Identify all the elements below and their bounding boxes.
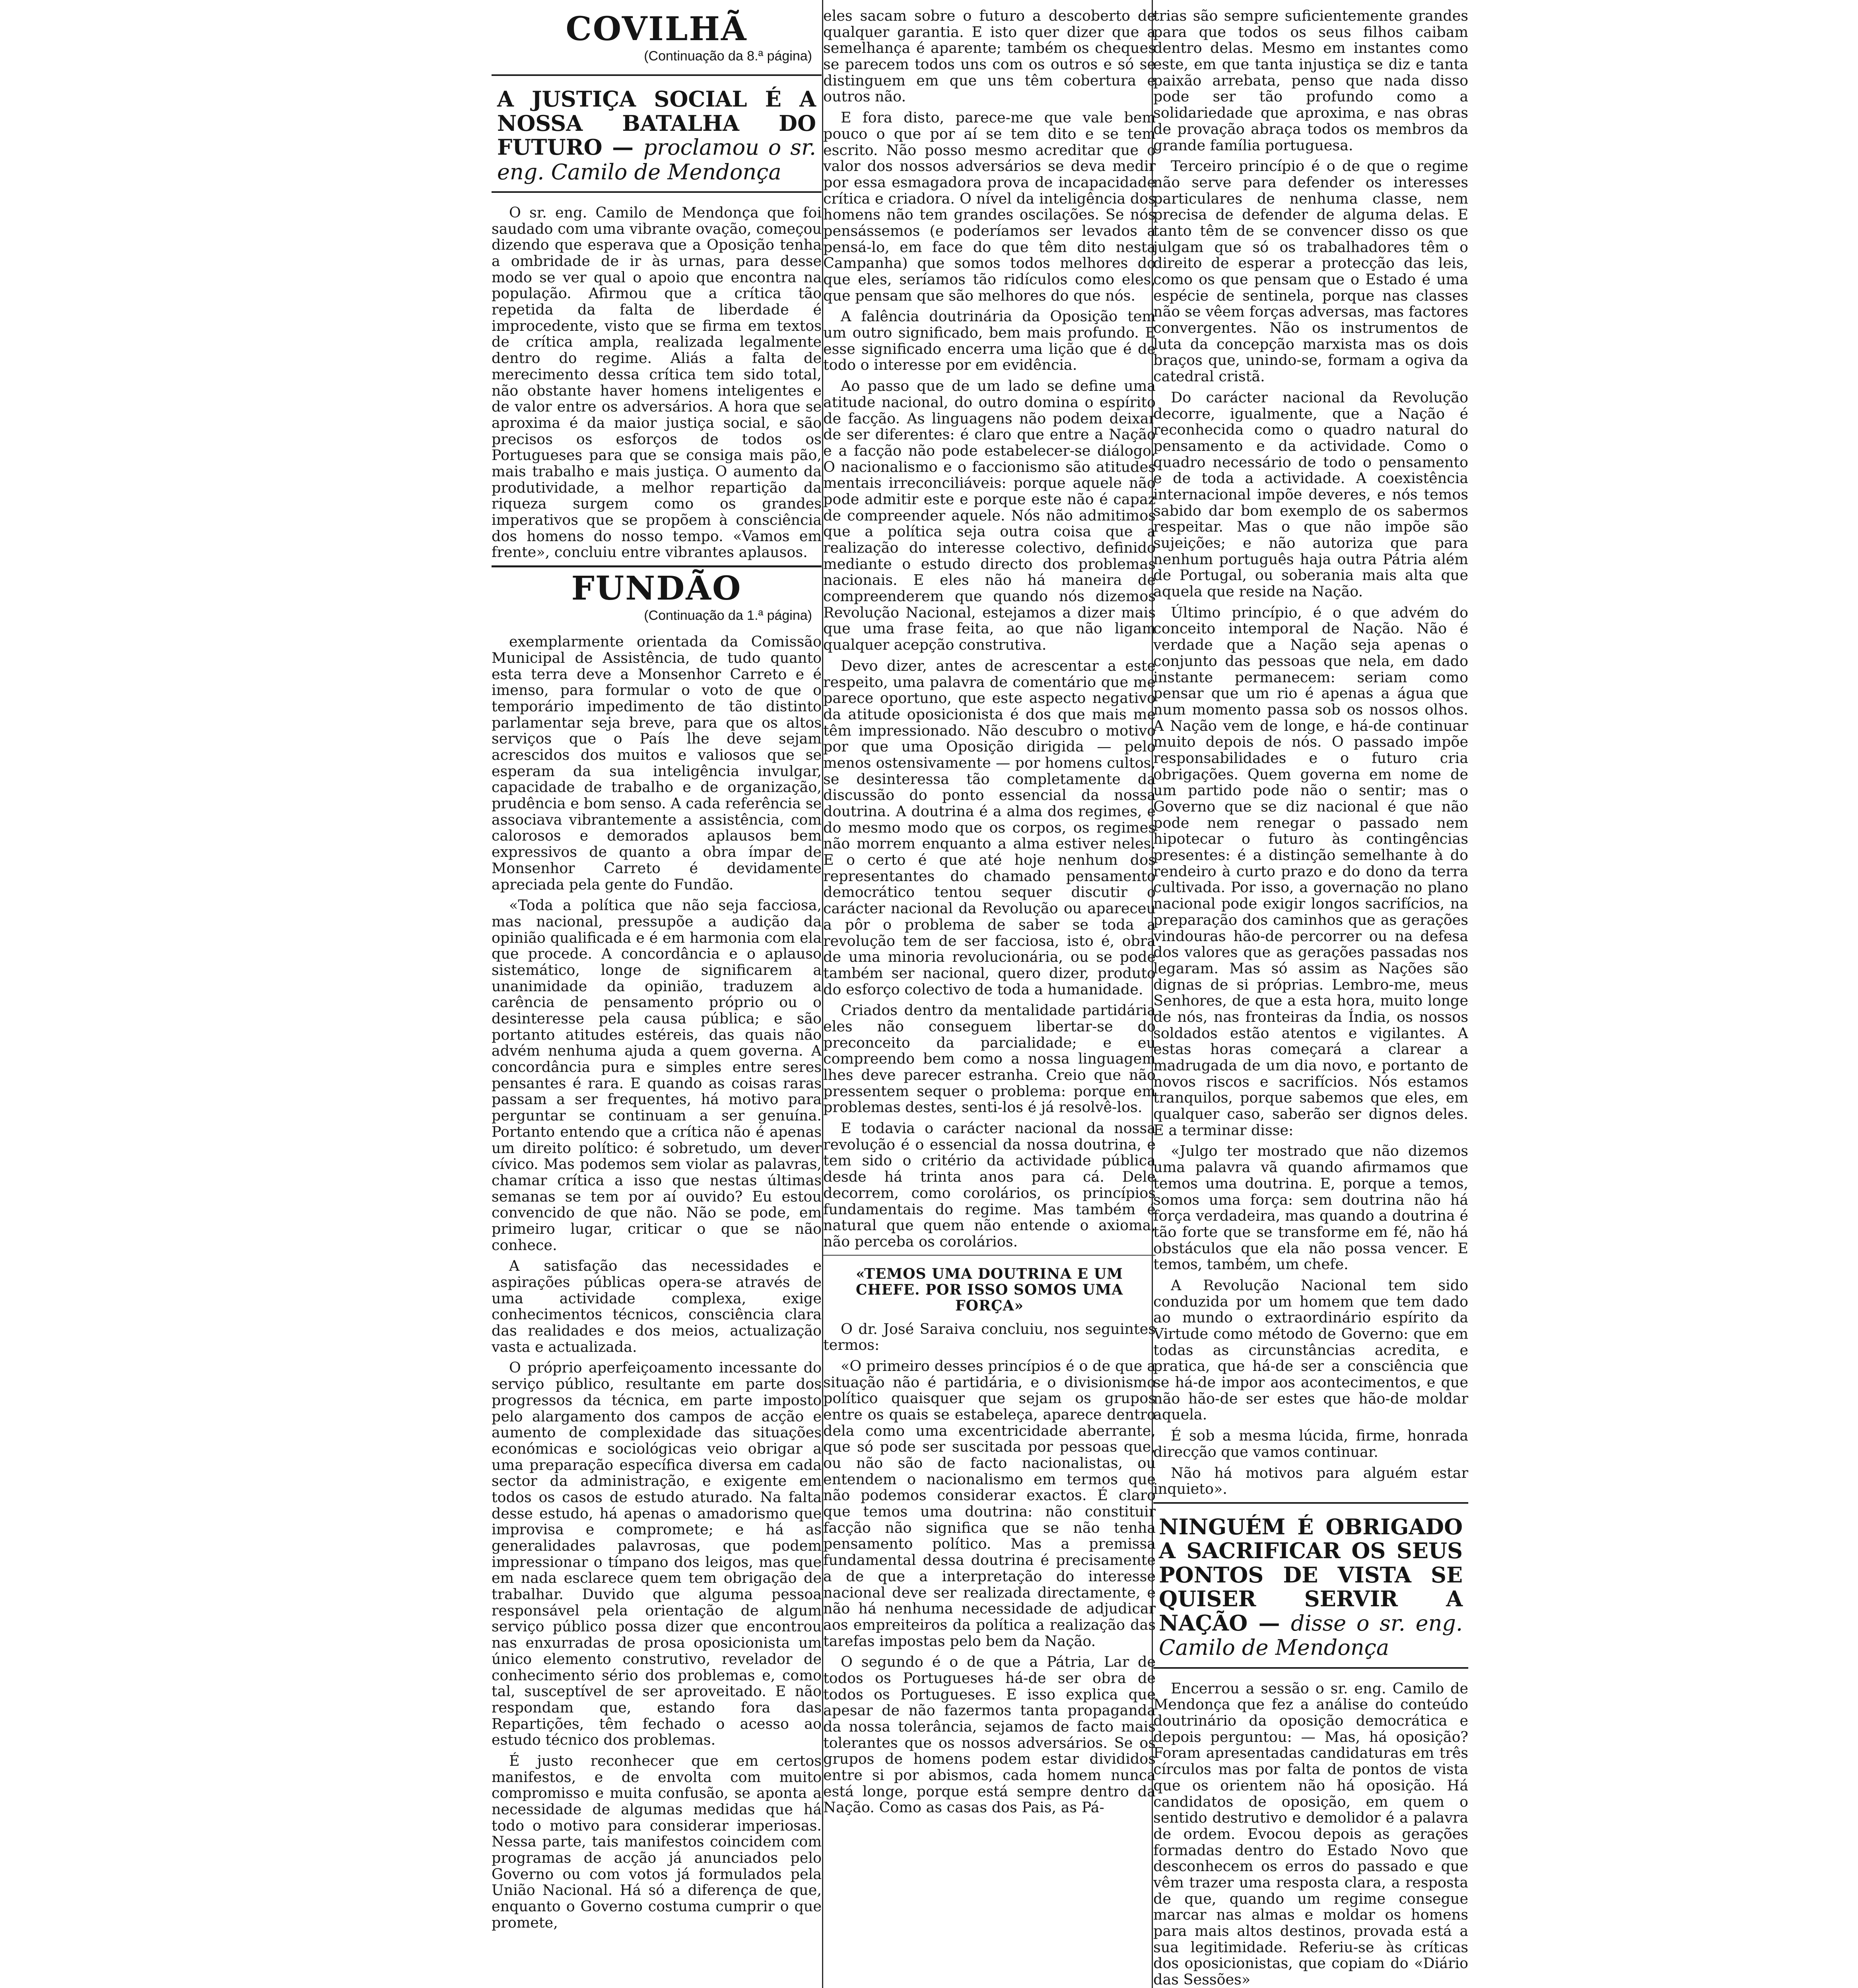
headline-box	[492, 74, 822, 193]
article-paragraph: Não há motivos para alguém estar inquieto».	[1153, 1464, 1468, 1498]
article-paragraph: Ao passo que de um lado se define uma atitude nacional, do outro domina o espírito de facção. As linguagens não podem deixar de ser diferentes: é claro que entre a Nação e a facção não pode estabelecer-se diálogo. O nacionalismo e o faccionismo são atitudes mentais irreconciliáveis: porque aquele não pode admitir este e porque este não é capaz de compreender aquele. Nós não admitimos que a política seja outra coisa que a realização do interesse colectivo, definido mediante o estudo directo dos problemas nacionais. E eles não há maneira de compreenderem que quando nós dizemos Revolução Nacional, estejamos a dizer mais que uma frase feita, ao que não ligam qualquer acepção construtiva.	[823, 377, 1156, 654]
article-paragraph: Terceiro princípio é o de que o regime não serve para defender os interesses particulares de nenhuma classe, nem precisa de defender de alguma delas. E tanto têm de se convencer disso os que julgam que só os trabalhadores têm o direito de esperar a protecção das leis, como os que pensam que o Estado é uma espécie de sentinela, porque nas classes não se vêem forças adversas, mas factores convergentes. Não os instrumentos de luta da concepção marxista mas os dois braços que, unindo-se, formam a ogiva da catedral cristã.	[1153, 157, 1468, 385]
article-paragraph: E todavia o carácter nacional da nossa revolução é o essencial da nossa doutrina, e tem sido o critério da actividade pública desde há trinta anos para cá. Dele decorrem, como corolários, os princípios fundamentais do regime. Mas também é natural que quem não entende o axioma, não perceba os corolários.	[823, 1120, 1156, 1250]
article-paragraph: «Julgo ter mostrado que não dizemos uma palavra vã quando afirmamos que temos uma doutrina. E, porque a temos, somos uma força: sem doutrina não há força verdadeira, mas quando a doutrina é tão forte que se transforme em fé, não há obstáculos que ela não possa vencer. E temos, também, um chefe.	[1153, 1142, 1468, 1273]
article-paragraph: A falência doutrinária da Oposição tem um outro significado, bem mais profundo. E esse significado encerra uma lição que é de todo o interesse por em evidência.	[823, 308, 1156, 374]
section-divider	[823, 1255, 1156, 1256]
article-paragraph: A satisfação das necessidades e aspirações públicas opera-se através de uma actividade complexa, exige conhecimentos técnicos, consciência clara das realidades e dos meios, actualização vasta e actualizada.	[492, 1257, 822, 1355]
article-paragraph: Devo dizer, antes de acrescentar a este respeito, uma palavra de comentário que me parece oportuno, que este aspecto negativo da atitude oposicionista é dos que mais me têm impressionado. Não descubro o motivo por que uma Oposição dirigida — pelo menos ostensivamente — por homens cultos, se desinteressa tão completamente da discussão do ponto essencial da nossa doutrina. A doutrina é a alma dos regimes, e do mesmo modo que os corpos, os regimes não morrem enquanto a alma estiver neles. E o certo é que até hoje nenhum dos representantes do chamado pensamento democrático tentou sequer discutir o carácter nacional da Revolução ou apareceu a pôr o problema de saber se toda a revolução tem de ser facciosa, isto é, obra de uma minoria revolucionária, ou se pode também ser nacional, quero dizer, produto do esforço colectivo de toda a humanidade.	[823, 657, 1156, 998]
article-paragraph: Encerrou a sessão o sr. eng. Camilo de Mendonça que fez a análise do conteúdo doutrinário da oposição democrática e depois perguntou: — Mas, há oposição? Foram apresentadas candidaturas em três círculos mas por falta de pontos de vista que os orientem não há oposição. Há candidatos de oposição, em quem o sentido destrutivo e demolidor é a palavra de ordem. Evocou depois as gerações formadas dentro do Estado Novo que desconhecem os erros do passado e que vêm trazer uma resposta clara, a resposta de que, quando um regime consegue marcar nas almas e moldar os homens para mais altos destinos, provada está a sua legitimidade. Referiu-se às críticas dos oposicionistas, que copiam do «Diário das Sessões»	[1153, 1679, 1468, 1988]
article-paragraph: É justo reconhecer que em certos manifestos, e de envolta com muito compromisso e muita confusão, se aponta a necessidade de algumas medidas que há todo o motivo para considerar imperiosas. Nessa parte, tais manifestos coincidem com programas de acção já anunciados pelo Governo ou com votos já formulados pela União Nacional. Há só a diferença de que, enquanto o Governo costuma cumprir o que promete,	[492, 1752, 822, 1931]
section-masthead-fundao: FUNDÃO	[571, 569, 742, 608]
article-paragraph: O sr. eng. Camilo de Mendonça que foi saudado com uma vibrante ovação, começou dizendo que esperava que a Oposição tenha a ombridade de ir às urnas, para desse modo se ver qual o apoio que encontra na população. Afirmou que a crítica tão repetida da falta de liberdade é improcedente, visto que se firma em textos de crítica ampla, realizada legalmente dentro do regime. Aliás a falta de merecimento dessa crítica tem sido total, não obstante haver homens inteligentes e de valor entre os adversários. A hora que se aproxima é da maior justiça social, e são precisos os esforços de todos os Portugueses para que se consiga mais pão, mais trabalho e mais justiça. O aumento da produtividade, a melhor repartição da riqueza surgem como os grandes imperativos que se propõem à consciência dos homens do nosso tempo. «Vamos em frente», concluiu entre vibrantes aplausos.	[492, 204, 822, 561]
article-paragraph: Do carácter nacional da Revolução decorre, igualmente, que a Nação é reconhecida como o quadro natural do pensamento e da actividade. Como o quadro necessário de todo o pensamento e de toda a actividade. A coexistência internacional impõe deveres, e nós temos sabido dar bom exemplo de os sabermos respeitar. Mas o que não impõe são sujeições; e não autoriza que para nenhum português haja outra Pátria além de Portugal, ou soberania mais alta que aquela que reside na Nação.	[1153, 388, 1468, 600]
continuation-note: (Continuação da 1.ª página)	[644, 608, 812, 623]
column-3	[1153, 8, 1468, 1988]
headline	[497, 87, 816, 184]
article-paragraph: eles sacam sobre o futuro a descoberto de qualquer garantia. E isto quer dizer que a semelhança é aparente; também os cheques se parecem todos uns com os outros e só se distinguem em que uns têm cobertura e outros não.	[823, 8, 1156, 105]
headline-box	[1153, 1502, 1468, 1669]
article-paragraph: «O primeiro desses princípios é o de que a situação não é partidária, e o divisionismo político quaisquer que sejam os grupos entre os quais se estabeleça, aparece dentro dela como uma excentricidade aberrante, que só pode ser suscitada por pessoas que, ou não são de facto nacionalistas, ou entendem o nacionalismo em termos que não podemos considerar exactos. É claro que temos uma doutrina: não constituir facção não significa que se não tenha pensamento político. Mas a premissa fundamental dessa doutrina é precisamente a de que a interpretação do interesse nacional deve ser realizada directamente, e não há nenhuma necessidade de adjudicar aos empreiteiros da política a realização das tarefas impostas pelo bem da Nação.	[823, 1357, 1156, 1650]
article-paragraph: É sob a mesma lúcida, firme, honrada direcção que vamos continuar.	[1153, 1427, 1468, 1460]
headline-attribution: disse o sr. eng. Camilo de Mendonça	[1159, 1610, 1463, 1660]
article-paragraph: trias são sempre suficientemente grandes para que todos os seus filhos caibam dentro delas. Mesmo em instantes como este, em que tanta injustiça se diz e tanta paixão arrebata, penso que nada disso pode ser tão profundo como a solidariedade que aproxima, e nas obras de provação abraça todos os membros da grande família portuguesa.	[1153, 8, 1468, 154]
article-paragraph: E fora disto, parece-me que vale bem pouco o que por aí se tem dito e se tem escrito. Não posso mesmo acreditar que o valor dos nossos adversários se deva medir por essa esmagadora prova de incapacidade crítica e criadora. O nível da inteligência dos homens não tem grandes oscilações. Se nós pensássemos (e poderíamos ser levados a pensá-lo, em face do que têm dito nesta Campanha) que somos todos melhores do que eles, seríamos tão ridículos como eles, que pensam que são melhores do que nós.	[823, 109, 1156, 304]
continuation-note: (Continuação da 8.ª página)	[644, 49, 812, 64]
headline-text: A JUSTIÇA SOCIAL É A NOSSA BATALHA DO FUTURO —	[497, 86, 816, 160]
section-masthead-covilha: COVILHÃ	[566, 10, 748, 48]
article-paragraph: O próprio aperfeiçoamento incessante do serviço público, resultante em parte dos progressos da técnica, em parte imposto pelo alargamento dos campos de acção e aumento de complexidade das situações económicas e sociológicas veio obrigar a uma preparação específica diversa em cada sector da administração, e exigente em todos os casos de estudo aturado. Na falta desse estudo, há apenas o amadorismo que improvisa e compromete; e há as generalidades palavrosas, que podem impressionar o tímpano dos leigos, mas que em nada esclarece quem tem obrigação de trabalhar. Duvido que alguma pessoa responsável pela orientação de algum serviço público possa dizer que encontrou nas enxurradas de prosa oposicionista um único elemento construtivo, revelador de conhecimento sério dos problemas e, como tal, susceptível de ser aproveitado. E não respondam que, estando fora das Repartições, têm fechado o acesso ao estudo técnico dos problemas.	[492, 1359, 822, 1749]
article-paragraph: «Toda a política que não seja facciosa, mas nacional, pressupõe a audição da opinião qualificada e é em harmonia com ela que procede. A concordância e o aplauso sistemático, longe de significarem a unanimidade da opinião, traduzem a carência de pensamento próprio ou o desinteresse pela causa pública; e são portanto atitudes estéreis, das quais não advém nenhuma ajuda a quem governa. A concordância pura e simples entre seres pensantes é rara. E quando as coisas raras passam a ser frequentes, há motivo para perguntar se continuam a ser genuína. Portanto entendo que a crítica não é apenas um direito político: é sobretudo, um dever cívico. Mas podemos sem violar as palavras, chamar crítica a isso que nestas últimas semanas se tem por aí ouvido? Eu estou convencido de que não. Não se pode, em primeiro lugar, criticar o que se não conhece.	[492, 897, 822, 1254]
article-paragraph: O segundo é o de que a Pátria, Lar de todos os Portugueses há-de ser obra de todos os Portugueses. E isso explica que apesar de não fazermos tanta propaganda da nossa tolerância, sejamos de facto mais tolerantes que os nossos adversários. Se os grupos de homens podem estar divididos entre si por abismos, cada homem nunca está longe, porque está sempre dentro da Nação. Como as casas dos Pais, as Pá-	[823, 1653, 1156, 1816]
article-paragraph: Criados dentro da mentalidade partidária eles não conseguem libertar-se do preconceito da parcialidade; e eu compreendo bem como a nossa linguagem lhes deve parecer estranha. Creio que não pressentem sequer o problema: porque em problemas destes, senti-los é já resolvê-los.	[823, 1002, 1156, 1116]
article-paragraph: Último princípio, é o que advém do conceito intemporal de Nação. Não é verdade que a Nação seja apenas o conjunto das pessoas que nela, em dado instante permanecem: seriam como pensar que um rio é apenas a água que num momento passa sob os nossos olhos. A Nação vem de longe, e há-de continuar muito depois de nós. O passado impõe responsabilidades e o futuro cria obrigações. Quem governa em nome de um partido pode não o sentir; mas o Governo que se diz nacional é que não pode nem renegar o passado nem hipotecar o futuro às contingências presentes: é a distinção semelhante à do rendeiro à curto prazo e do dono da terra cultivada. Por isso, a governação no plano nacional pode exigir longos sacrifícios, na preparação dos caminhos que as gerações vindouras hão-de percorrer ou na defesa dos valores que as gerações passadas nos legaram. Mas só assim as Nações são dignas de si próprias. Lembro-me, meus Senhores, de que a esta hora, muito longe de nós, nas fronteiras da Índia, os nossos soldados estão atentos e vigilantes. A estas horas começará a clarear a madrugada de um dia novo, e portanto de novos riscos e sacrifícios. Nós estamos tranquilos, porque sabemos que eles, em qualquer caso, saberão ser dignos deles. E a terminar disse:	[1153, 604, 1468, 1139]
column-2	[823, 8, 1156, 1988]
article-paragraph: A Revolução Nacional tem sido conduzida por um homem que tem dado ao mundo o extraordinário espírito da Virtude como método de Governo: que em todas as circunstâncias acredita, e pratica, que há-de ser a consciência que se há-de impor aos acontecimentos, e que não hão-de ser estes que hão-de moldar aquela.	[1153, 1276, 1468, 1423]
section-divider	[492, 565, 822, 567]
headline-text: NINGUÉM É OBRIGADO A SACRIFICAR OS SEUS PONTOS DE VISTA SE QUISER SERVIR A NAÇÃO —	[1159, 1514, 1463, 1636]
headline	[1159, 1515, 1463, 1660]
headline-attribution: proclamou o sr. eng. Camilo de Mendonça	[497, 135, 816, 184]
article-paragraph: exemplarmente orientada da Comissão Municipal de Assistência, de tudo quanto esta terra deve a Monsenhor Carreto e é imenso, para formular o voto de que o temporário impedimento de tão distinto parlamentar seja breve, para que os altos serviços que o País lhe deve sejam acrescidos dos muitos e valiosos que se esperam da sua inteligência invulgar, capacidade de trabalho e de organização, prudência e bom senso. A cada referência se associava vibrantemente a assistência, com calorosos e demorados aplausos bem expressivos de quanto a obra ímpar de Monsenhor Carreto é devidamente apreciada pela gente do Fundão.	[492, 633, 822, 893]
subheadline: «TEMOS UMA DOUTRINA E UM CHEFE. POR ISSO SOMOS UMA FORÇA»	[855, 1265, 1123, 1314]
article-paragraph: O dr. José Saraiva concluiu, nos seguintes termos:	[823, 1320, 1156, 1354]
column-1	[492, 8, 822, 1988]
